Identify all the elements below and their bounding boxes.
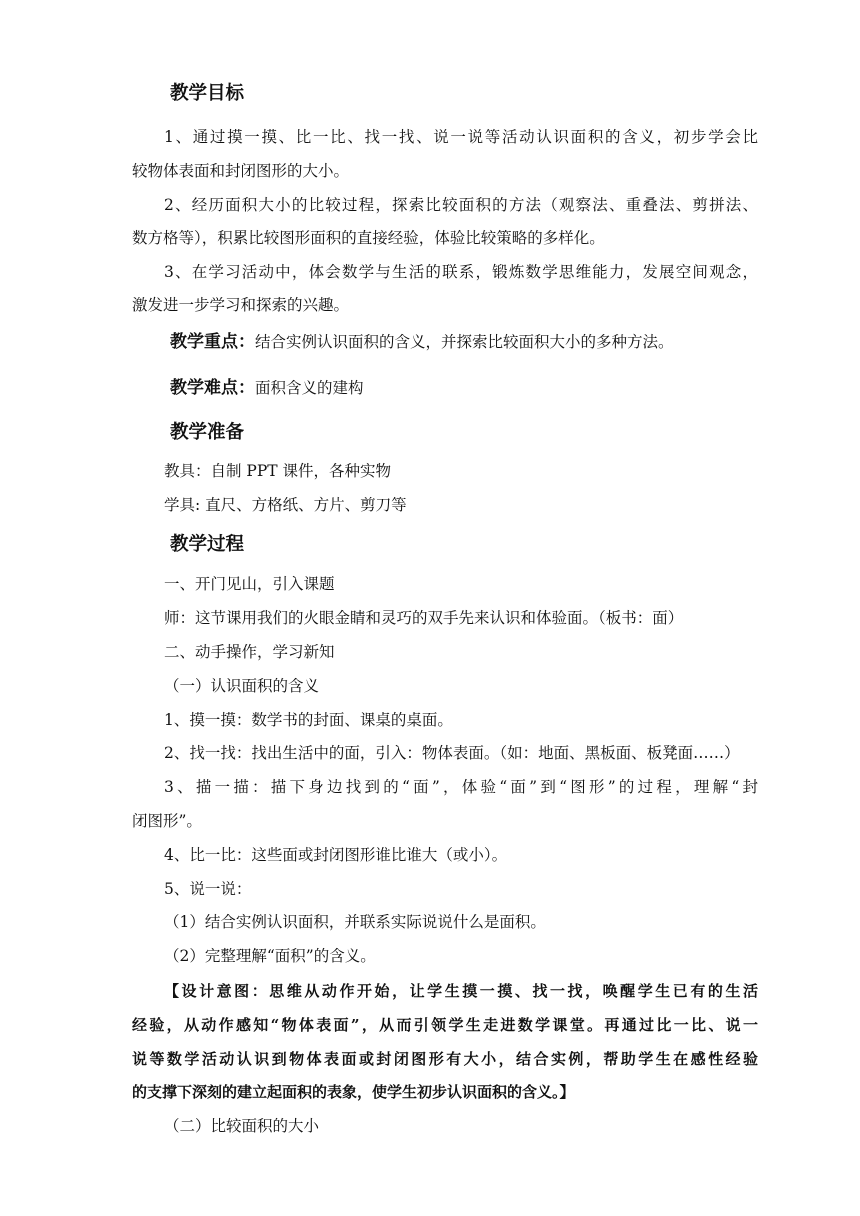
objective-1-line-2: 较物体表面和封闭图形的大小。	[132, 162, 350, 180]
step-3-line-1: 3、描一描：描下身边找到的“面”，体验“面”到“图形”的过程，理解“封	[164, 778, 758, 796]
design-intent-line-2: 经验，从动作感知“物体表面”，从而引领学生走进数学课堂。再通过比一比、说一	[132, 1016, 758, 1034]
step-5-item-2: （2）完整理解“面积”的含义。	[164, 947, 376, 965]
heading-preparation: 教学准备	[170, 422, 245, 443]
objective-3-line-1: 3、在学习活动中，体会数学与生活的联系，锻炼数学思维能力，发展空间观念，	[164, 263, 758, 281]
difficulty	[170, 378, 364, 398]
difficulty-label: 教学难点：	[170, 378, 255, 398]
design-intent-line-3: 说等数学活动认识到物体表面或封闭图形有大小，结合实例，帮助学生在感性经验	[132, 1050, 758, 1068]
design-intent-line-1: 【设计意图：思维从动作开始，让学生摸一摸、找一找，唤醒学生已有的生活	[164, 982, 758, 1000]
subsection-2: （二）比较面积的大小	[164, 1117, 320, 1135]
objective-3-line-2: 激发进一步学习和探索的兴趣。	[132, 296, 350, 314]
step-3-line-2: 闭图形”。	[132, 812, 202, 830]
subsection-1: （一）认识面积的含义	[164, 677, 320, 695]
teacher-tools: 教具：自制 PPT 课件，各种实物	[164, 462, 392, 480]
step-2: 2、找一找：找出生活中的面，引入：物体表面。（如：地面、黑板面、板凳面……）	[164, 744, 740, 762]
key-point-label: 教学重点：	[170, 332, 255, 352]
heading-process: 教学过程	[170, 534, 245, 555]
step-4: 4、比一比：这些面或封闭图形谁比谁大（或小）。	[164, 846, 508, 864]
key-point-text: 结合实例认识面积的含义，并探索比较面积大小的多种方法。	[255, 333, 674, 351]
objective-1-line-1: 1、通过摸一摸、比一比、找一找、说一说等活动认识面积的含义，初步学会比	[164, 128, 758, 146]
section-2: 二、动手操作，学习新知	[164, 643, 335, 661]
difficulty-text: 面积含义的建构	[255, 379, 364, 397]
step-5: 5、说一说：	[164, 880, 252, 898]
objective-2-line-2: 数方格等），积累比较图形面积的直接经验，体验比较策略的多样化。	[132, 229, 605, 247]
step-5-item-1: （1）结合实例认识面积，并联系实际说说什么是面积。	[164, 913, 546, 931]
student-tools: 学具: 直尺、方格纸、方片、剪刀等	[164, 496, 407, 514]
section-1: 一、开门见山，引入课题	[164, 575, 335, 593]
step-1: 1、摸一摸：数学书的封面、课桌的桌面。	[164, 711, 453, 729]
heading-objectives: 教学目标	[170, 83, 245, 104]
design-intent-line-4: 的支撑下深刻的建立起面积的表象，使学生初步认识面积的含义。】	[132, 1083, 575, 1101]
teacher-speech: 师：这节课用我们的火眼金睛和灵巧的双手先来认识和体验面。（板书：面）	[164, 609, 684, 627]
key-point	[170, 332, 674, 352]
objective-2-line-1: 2、经历面积大小的比较过程，探索比较面积的方法（观察法、重叠法、剪拼法、	[164, 196, 758, 214]
